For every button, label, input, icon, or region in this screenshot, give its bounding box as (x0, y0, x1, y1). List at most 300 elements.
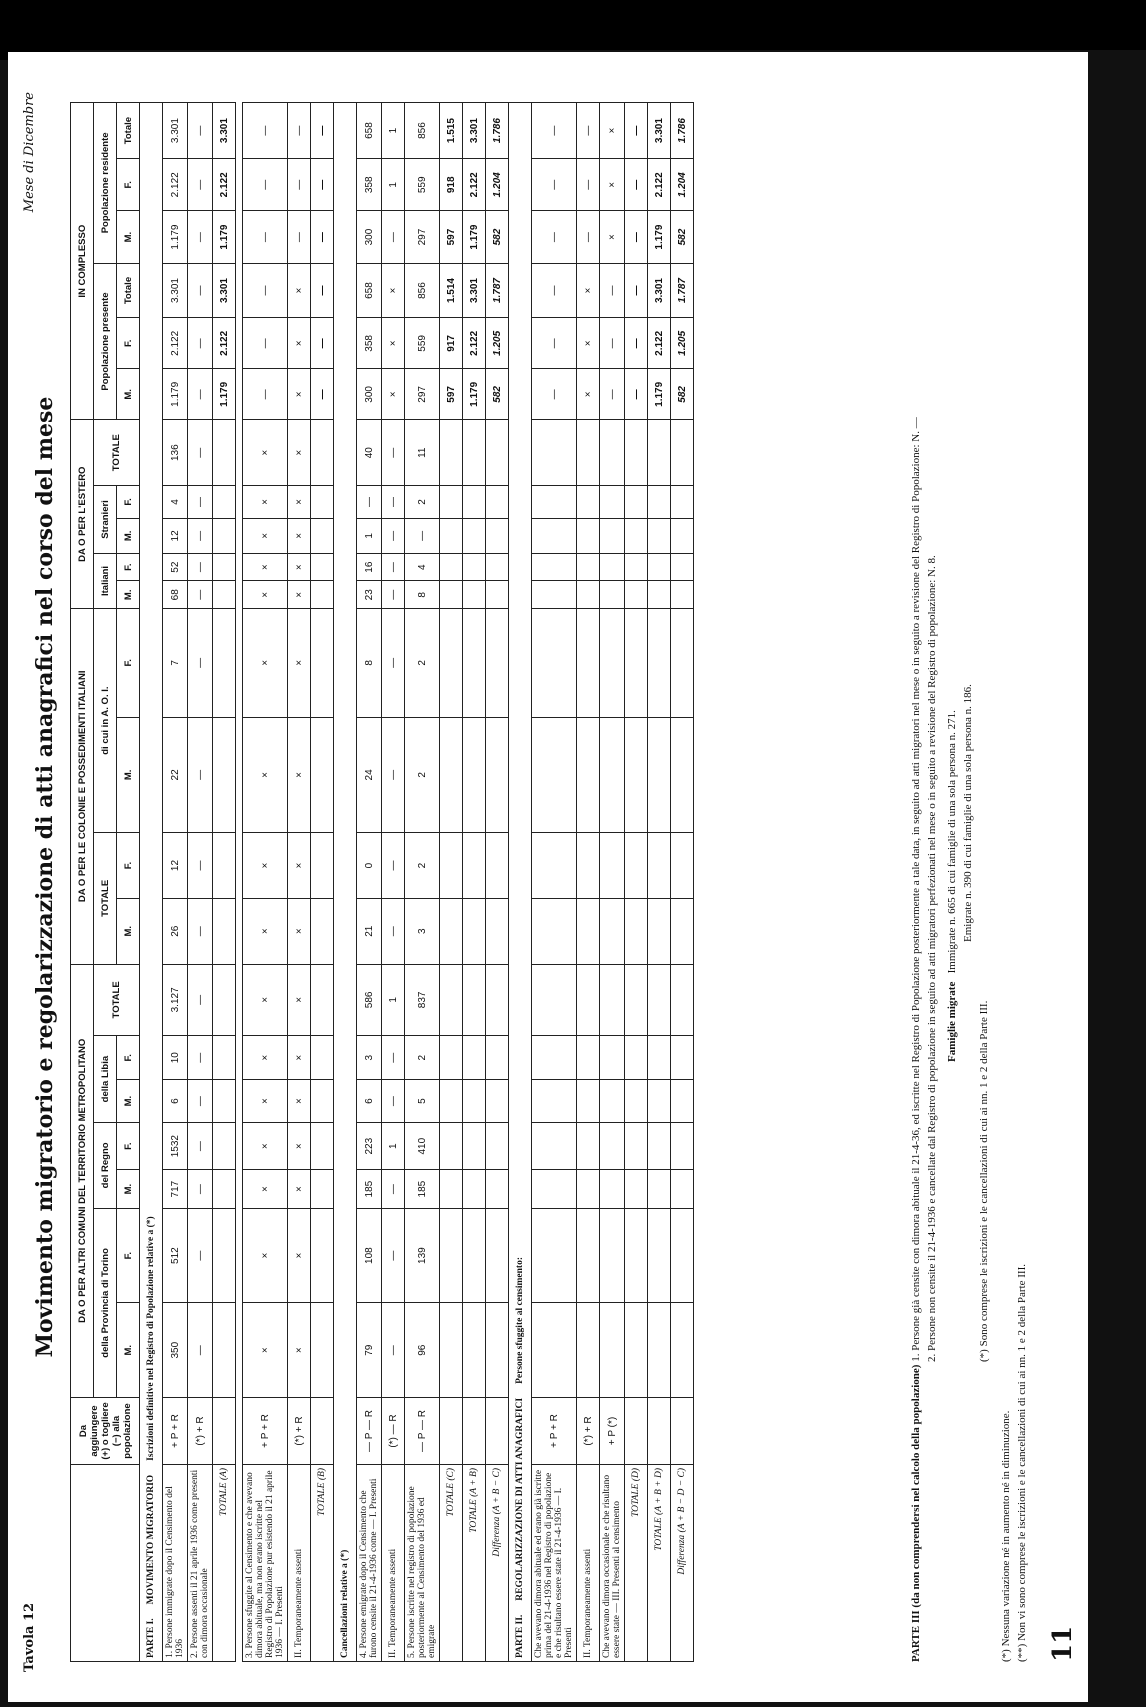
value-cell (577, 1170, 600, 1208)
value-cell (311, 1170, 334, 1208)
value-cell (486, 1170, 509, 1208)
value-cell: — (625, 103, 648, 159)
value-cell: — (625, 211, 648, 263)
value-cell: — (311, 263, 334, 318)
value-cell: — (357, 486, 382, 519)
col-sub-18: F. (117, 159, 140, 211)
value-cell (671, 1080, 694, 1123)
value-cell: 3.301 (213, 263, 236, 318)
col-stranieri: Stranieri (94, 486, 117, 554)
row-label: 1. Persone immigrate dopo il Censimento del 1936 (163, 1465, 188, 1662)
value-cell: × (243, 420, 288, 486)
part1-heading-cell (140, 103, 163, 1662)
value-cell (463, 964, 486, 1036)
value-cell (671, 1303, 694, 1398)
value-cell (671, 1036, 694, 1080)
value-cell: × (288, 1036, 311, 1080)
value-cell (532, 486, 577, 519)
col-sub-17: M. (117, 211, 140, 263)
value-cell: — (188, 1122, 213, 1169)
sign-cell (671, 1398, 694, 1465)
col-sub-13: F. (117, 486, 140, 519)
value-cell (600, 1208, 625, 1303)
col-sub-15: F. (117, 318, 140, 369)
migration-table (70, 102, 694, 1662)
value-cell (463, 553, 486, 581)
value-cell (213, 1122, 236, 1169)
value-cell (671, 420, 694, 486)
value-cell (463, 1036, 486, 1080)
row-label: II. Temporaneamente assenti (288, 1465, 311, 1662)
value-cell: 3.301 (463, 103, 486, 159)
value-cell (577, 898, 600, 964)
value-cell: 11 (405, 420, 440, 486)
sign-cell (625, 1398, 648, 1465)
total-label: Differenza (A + B − C) (486, 1465, 509, 1662)
value-cell: × (288, 553, 311, 581)
value-cell: — (382, 717, 405, 833)
label-header (71, 1465, 140, 1662)
value-cell: 40 (357, 420, 382, 486)
col-del-regno: del Regno (94, 1122, 117, 1208)
col-sub-8: M. (117, 717, 140, 833)
value-cell: × (288, 518, 311, 553)
value-cell (600, 964, 625, 1036)
value-cell (213, 1036, 236, 1080)
value-cell (625, 898, 648, 964)
rotated-content (8, 52, 1088, 1702)
star-note-1: (*) Nessuna variazione né in aumento né in diminuzione. (1000, 1410, 1012, 1662)
value-cell: × (243, 518, 288, 553)
value-cell: — (188, 717, 213, 833)
value-cell (648, 518, 671, 553)
value-cell: × (288, 1122, 311, 1169)
value-cell (440, 1208, 463, 1303)
value-cell (648, 898, 671, 964)
col-sub-3: F. (117, 1122, 140, 1169)
value-cell: 2.122 (463, 318, 486, 369)
value-cell (532, 717, 577, 833)
value-cell (311, 717, 334, 833)
value-cell (486, 1122, 509, 1169)
col-aggiungere: Da aggiungere (+) o togliere (−) alla popolazione (71, 1398, 140, 1465)
value-cell: 1.514 (440, 263, 463, 318)
value-cell: × (288, 964, 311, 1036)
col-sub-14: M. (117, 369, 140, 420)
value-cell: — (311, 103, 334, 159)
value-cell (463, 486, 486, 519)
famiglie-emigrate: Emigrate n. 390 di cui famiglie di una sola persona n. 186. (962, 684, 974, 942)
row-label: II. Temporaneamente assenti (382, 1465, 405, 1662)
parte3-note (908, 102, 924, 1662)
value-cell (671, 609, 694, 718)
value-cell: × (243, 1303, 288, 1398)
value-cell: × (243, 609, 288, 718)
col-sub-9: F. (117, 609, 140, 718)
value-cell (648, 553, 671, 581)
value-cell: 597 (440, 211, 463, 263)
value-cell: — (188, 1080, 213, 1123)
value-cell: 3.301 (213, 103, 236, 159)
value-cell: × (243, 1208, 288, 1303)
sign-cell (463, 1398, 486, 1465)
value-cell (213, 581, 236, 609)
value-cell: — (188, 486, 213, 519)
value-cell (648, 1208, 671, 1303)
value-cell (648, 1303, 671, 1398)
value-cell (577, 717, 600, 833)
total-label: TOTALE (A) (213, 1465, 236, 1662)
value-cell: × (577, 369, 600, 420)
value-cell: 3 (405, 898, 440, 964)
value-cell: 2 (405, 1036, 440, 1080)
value-cell (486, 1036, 509, 1080)
value-cell: 1.179 (163, 211, 188, 263)
value-cell (440, 1036, 463, 1080)
value-cell: 1.787 (486, 263, 509, 318)
value-cell: 837 (405, 964, 440, 1036)
value-cell: — (625, 318, 648, 369)
value-cell: × (288, 1080, 311, 1123)
value-cell: — (382, 833, 405, 899)
value-cell (625, 1036, 648, 1080)
value-cell: 559 (405, 159, 440, 211)
value-cell (486, 609, 509, 718)
value-cell: 918 (440, 159, 463, 211)
col-sub-19: Totale (117, 103, 140, 159)
value-cell (577, 964, 600, 1036)
value-cell: 410 (405, 1122, 440, 1169)
col-pop-residente: Popolazione residente (94, 103, 117, 264)
value-cell: — (188, 159, 213, 211)
value-cell (671, 1122, 694, 1169)
table-row (243, 103, 288, 1662)
value-cell (463, 1122, 486, 1169)
value-cell: — (188, 420, 213, 486)
row-label: Che avevano dimora abituale ed erano già iscritte prima del 21-4-1936 nel Registro di popolazione e che risultano essere state il 21-4-1936 — I. Presenti (532, 1465, 577, 1662)
value-cell: 68 (163, 581, 188, 609)
value-cell (463, 420, 486, 486)
value-cell (463, 833, 486, 899)
value-cell: — (243, 318, 288, 369)
value-cell (532, 1303, 577, 1398)
value-cell: — (188, 263, 213, 318)
table-row (648, 103, 671, 1662)
value-cell: × (243, 1036, 288, 1080)
value-cell (600, 553, 625, 581)
value-cell (311, 581, 334, 609)
value-cell: — (600, 369, 625, 420)
value-cell (577, 518, 600, 553)
value-cell (648, 609, 671, 718)
value-cell: 512 (163, 1208, 188, 1303)
table-body (140, 103, 694, 1662)
value-cell (600, 609, 625, 718)
value-cell (486, 581, 509, 609)
value-cell: × (288, 1170, 311, 1208)
value-cell: 3.127 (163, 964, 188, 1036)
col-sub-5: F. (117, 1036, 140, 1080)
value-cell (600, 486, 625, 519)
value-cell: — (382, 420, 405, 486)
value-cell: — (625, 159, 648, 211)
value-cell: 79 (357, 1303, 382, 1398)
value-cell: — (382, 518, 405, 553)
value-cell: × (288, 486, 311, 519)
value-cell: × (382, 263, 405, 318)
value-cell (625, 420, 648, 486)
value-cell: 12 (163, 833, 188, 899)
value-cell (532, 964, 577, 1036)
value-cell: 12 (163, 518, 188, 553)
value-cell (600, 717, 625, 833)
scan-border-top (70, 0, 1146, 50)
value-cell (625, 717, 648, 833)
value-cell (600, 1170, 625, 1208)
value-cell: × (288, 1303, 311, 1398)
table-row (463, 103, 486, 1662)
value-cell: 1.205 (486, 318, 509, 369)
sign-cell (311, 1398, 334, 1465)
value-cell: 10 (163, 1036, 188, 1080)
value-cell (648, 420, 671, 486)
value-cell (440, 1303, 463, 1398)
value-cell: — (188, 1303, 213, 1398)
sign-cell: (*) — R (382, 1398, 405, 1465)
col-sub-16: Totale (117, 263, 140, 318)
sign-cell: + P + R (532, 1398, 577, 1465)
table-row (163, 103, 188, 1662)
value-cell: 2.122 (213, 318, 236, 369)
value-cell: 1.179 (648, 369, 671, 420)
value-cell: 185 (357, 1170, 382, 1208)
total-label: TOTALE (A + B + D) (648, 1465, 671, 1662)
value-cell: — (600, 263, 625, 318)
value-cell: × (288, 581, 311, 609)
value-cell (311, 1036, 334, 1080)
value-cell (440, 609, 463, 718)
value-cell: 6 (357, 1080, 382, 1123)
value-cell: × (288, 318, 311, 369)
part2-heading (509, 103, 532, 1662)
value-cell (625, 833, 648, 899)
sign-cell: (*) + R (188, 1398, 213, 1465)
col-italiani: Italiani (94, 553, 117, 608)
value-cell: — (188, 898, 213, 964)
value-cell: × (600, 211, 625, 263)
value-cell: — (188, 1036, 213, 1080)
value-cell (648, 1122, 671, 1169)
value-cell: × (288, 717, 311, 833)
value-cell: — (188, 518, 213, 553)
table-row (213, 103, 236, 1662)
value-cell (463, 1303, 486, 1398)
part1-heading-text-0: PARTE I. (146, 1618, 156, 1658)
value-cell: — (382, 609, 405, 718)
value-cell (311, 1122, 334, 1169)
row-label: 3. Persone sfuggite al Censimento e che avevano dimora abituale, ma non erano iscritte nel Registro di Popolazione pur esistendo il 21 aprile 1936 — I. Presenti (243, 1465, 288, 1662)
value-cell: — (243, 263, 288, 318)
value-cell (577, 553, 600, 581)
col-sub-1: F. (117, 1208, 140, 1303)
value-cell: — (532, 369, 577, 420)
value-cell (311, 420, 334, 486)
value-cell: × (243, 833, 288, 899)
value-cell (463, 717, 486, 833)
value-cell (463, 518, 486, 553)
value-cell (625, 609, 648, 718)
row-label: II. Temporaneamente assenti (577, 1465, 600, 1662)
value-cell (532, 898, 577, 964)
separator-cell (236, 103, 243, 1662)
value-cell (213, 898, 236, 964)
scan-border-left (0, 0, 70, 60)
value-cell (671, 553, 694, 581)
value-cell: — (382, 211, 405, 263)
total-label: TOTALE (B) (311, 1465, 334, 1662)
col-province-torino: della Provincia di Torino (94, 1208, 117, 1397)
table-row (671, 103, 694, 1662)
col-sub-7: F. (117, 833, 140, 899)
value-cell: × (243, 964, 288, 1036)
value-cell (577, 1036, 600, 1080)
value-cell: 2.122 (163, 318, 188, 369)
value-cell: — (243, 159, 288, 211)
value-cell: 52 (163, 553, 188, 581)
value-cell (440, 1080, 463, 1123)
value-cell: 3.301 (163, 103, 188, 159)
value-cell (532, 833, 577, 899)
value-cell (213, 1170, 236, 1208)
value-cell (671, 1170, 694, 1208)
sign-cell: — P — R (405, 1398, 440, 1465)
value-cell: 658 (357, 263, 382, 318)
value-cell (648, 964, 671, 1036)
value-cell (440, 1170, 463, 1208)
col-group-complesso: IN COMPLESSO (71, 103, 94, 420)
value-cell (577, 486, 600, 519)
value-cell: × (243, 717, 288, 833)
value-cell: 96 (405, 1303, 440, 1398)
value-cell: — (532, 318, 577, 369)
value-cell: 358 (357, 318, 382, 369)
value-cell (440, 581, 463, 609)
value-cell: 582 (671, 211, 694, 263)
value-cell (486, 964, 509, 1036)
value-cell: 139 (405, 1208, 440, 1303)
value-cell: — (311, 211, 334, 263)
cancellazioni-heading-text-0: Cancellazioni relative a (*) (340, 1549, 350, 1658)
table-row (486, 103, 509, 1662)
value-cell (532, 553, 577, 581)
value-cell (213, 1080, 236, 1123)
value-cell: 3.301 (648, 103, 671, 159)
part1-heading (140, 103, 163, 1662)
table-row (625, 103, 648, 1662)
value-cell (648, 581, 671, 609)
part1-heading-text-1: MOVIMENTO MIGRATORIO (146, 1474, 156, 1605)
value-cell (532, 1036, 577, 1080)
value-cell (648, 1036, 671, 1080)
value-cell (625, 1170, 648, 1208)
value-cell (311, 553, 334, 581)
value-cell (532, 1122, 577, 1169)
value-cell: 26 (163, 898, 188, 964)
value-cell: 597 (440, 369, 463, 420)
value-cell: — (382, 1036, 405, 1080)
value-cell (600, 420, 625, 486)
value-cell (600, 833, 625, 899)
part2-heading-text-0: PARTE II. (515, 1614, 525, 1658)
value-cell (600, 1122, 625, 1169)
value-cell (577, 1080, 600, 1123)
value-cell: 1.179 (648, 211, 671, 263)
col-sub-6: M. (117, 898, 140, 964)
value-cell: 2.122 (463, 159, 486, 211)
value-cell (600, 1303, 625, 1398)
col-sub-12: M. (117, 518, 140, 553)
col-group-colonie: DA O PER LE COLONIE E POSSEDIMENTI ITALIANI (71, 609, 94, 964)
value-cell: 5 (405, 1080, 440, 1123)
value-cell (311, 609, 334, 718)
value-cell: 658 (357, 103, 382, 159)
value-cell (532, 518, 577, 553)
value-cell: 1.205 (671, 318, 694, 369)
value-cell: 2 (405, 609, 440, 718)
value-cell: 1.179 (213, 211, 236, 263)
value-cell: — (532, 263, 577, 318)
value-cell: 300 (357, 369, 382, 420)
value-cell: — (243, 211, 288, 263)
value-cell: — (243, 369, 288, 420)
value-cell: 717 (163, 1170, 188, 1208)
value-cell: × (288, 833, 311, 899)
value-cell: × (288, 609, 311, 718)
page-number: 11 (1048, 1625, 1078, 1662)
value-cell (600, 1080, 625, 1123)
value-cell (648, 717, 671, 833)
value-cell: 917 (440, 318, 463, 369)
value-cell: × (243, 581, 288, 609)
value-cell: — (600, 318, 625, 369)
value-cell (463, 1080, 486, 1123)
col-pop-presente: Popolazione presente (94, 263, 117, 420)
value-cell: — (382, 581, 405, 609)
value-cell: 559 (405, 318, 440, 369)
value-cell: — (382, 553, 405, 581)
value-cell (463, 609, 486, 718)
sign-cell: (*) + R (577, 1398, 600, 1465)
value-cell (625, 581, 648, 609)
value-cell: 1.786 (671, 103, 694, 159)
value-cell (671, 518, 694, 553)
value-cell: 23 (357, 581, 382, 609)
value-cell: 2 (405, 486, 440, 519)
document-title: Movimento migratorio e regolarizzazione di atti anagrafici nel corso del mese (32, 396, 58, 1358)
value-cell (311, 1303, 334, 1398)
value-cell (440, 964, 463, 1036)
document-sheet (8, 52, 1088, 1702)
value-cell: 22 (163, 717, 188, 833)
value-cell (311, 1080, 334, 1123)
value-cell (532, 1208, 577, 1303)
table-label: Tavola 12 (22, 1602, 37, 1672)
part1-heading-text-2: Iscrizioni definitive nel Registro di Popolazione relative a (*) (146, 1216, 156, 1461)
value-cell: — (625, 369, 648, 420)
value-cell (532, 581, 577, 609)
value-cell (311, 964, 334, 1036)
value-cell: — (188, 318, 213, 369)
